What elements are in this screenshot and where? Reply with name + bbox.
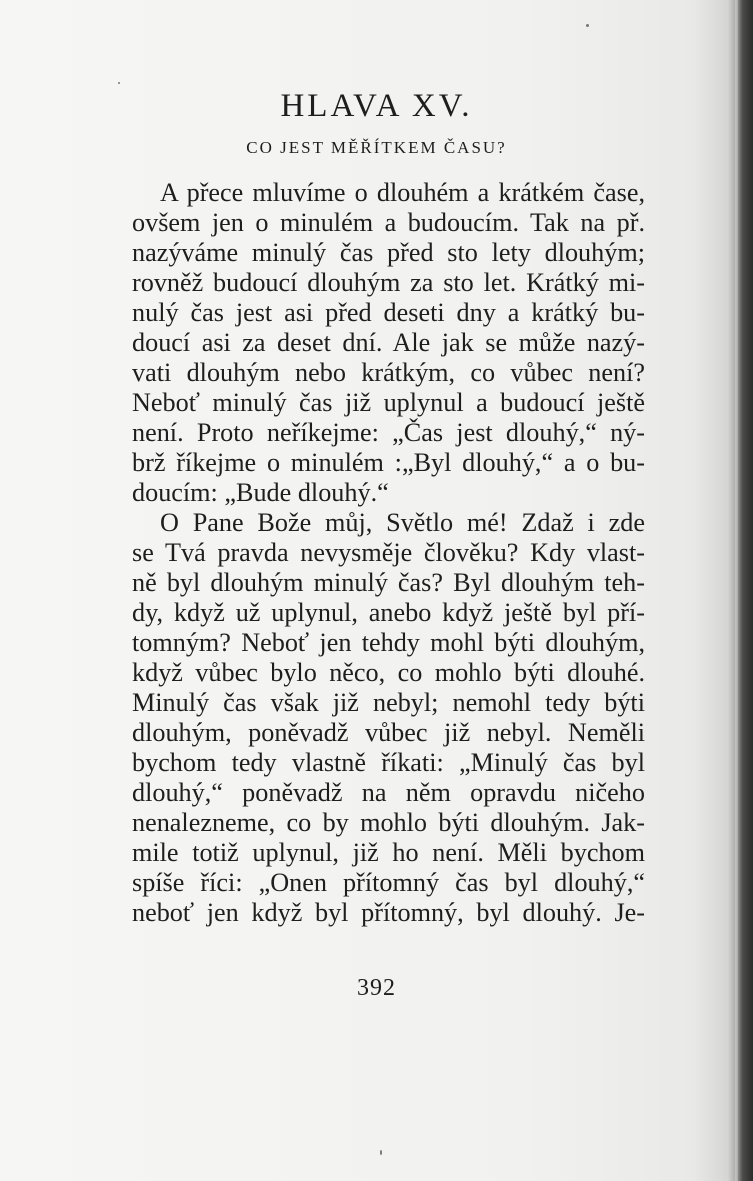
text-line: doucí asi za deset dní. Ale jak se může nazý- — [132, 328, 645, 357]
text-line: neboť jen když byl přítomný, byl dlouhý. Je- — [132, 898, 645, 927]
text-line: dlouhý,“ poněvadž na něm opravdu ničeho — [132, 778, 645, 807]
text-line: bychom tedy vlastně říkati: „Minulý čas byl — [132, 748, 645, 777]
text-line: není. Proto neříkejme: „Čas jest dlouhý,“ ný- — [132, 418, 645, 447]
text-line: když vůbec bylo něco, co mohlo býti dlouhé. — [132, 658, 645, 687]
text-line: nenalezneme, co by mohlo býti dlouhým. Jak- — [132, 808, 645, 837]
paper-speck — [586, 24, 589, 27]
text-line: O Pane Bože můj, Světlo mé! Zdaž i zde — [160, 508, 645, 537]
paper-speck — [118, 82, 120, 84]
text-line: nazýváme minulý čas před sto lety dlouhým; — [132, 238, 645, 267]
text-line: vati dlouhým nebo krátkým, co vůbec není? — [132, 358, 645, 387]
text-line: spíše říci: „Onen přítomný čas byl dlouhý,“ — [132, 868, 645, 897]
text-line: nulý čas jest asi před deseti dny a krátký bu- — [132, 298, 645, 327]
text-line: Minulý čas však již nebyl; nemohl tedy býti — [132, 688, 645, 717]
text-line: brž říkejme o minulém :„Byl dlouhý,“ a o bu- — [132, 448, 645, 477]
text-line: A přece mluvíme o dlouhém a krátkém čase, — [160, 178, 645, 207]
text-line: dy, když už uplynul, anebo když ještě byl pří- — [132, 598, 645, 627]
paper-speck — [380, 1150, 382, 1155]
text-line: rovněž budoucí dlouhým za sto let. Krátký mi- — [132, 268, 645, 297]
text-line: se Tvá pravda nevysměje člověku? Kdy vlast- — [132, 538, 645, 567]
page-gutter-shadow — [727, 0, 753, 1181]
text-line: Neboť minulý čas již uplynul a budoucí ještě — [132, 388, 645, 417]
text-line: doucím: „Bude dlouhý.“ — [132, 478, 389, 507]
text-line: ně byl dlouhým minulý čas? Byl dlouhým teh- — [132, 568, 645, 597]
text-line: mile totiž uplynul, již ho není. Měli bychom — [132, 838, 645, 867]
page-number: 392 — [357, 975, 396, 1001]
paragraph-1 — [132, 178, 645, 508]
chapter-subtitle: CO JEST MĚŘÍTKEM ČASU? — [246, 138, 507, 157]
text-line: dlouhým, poněvadž vůbec již nebyl. Neměli — [132, 718, 645, 747]
body-text — [132, 178, 645, 928]
paragraph-2 — [132, 508, 645, 928]
chapter-title: HLAVA XV. — [280, 88, 473, 124]
text-line: tomným? Neboť jen tehdy mohl býti dlouhým, — [132, 628, 645, 657]
text-line: ovšem jen o minulém a budoucím. Tak na př. — [132, 208, 645, 237]
